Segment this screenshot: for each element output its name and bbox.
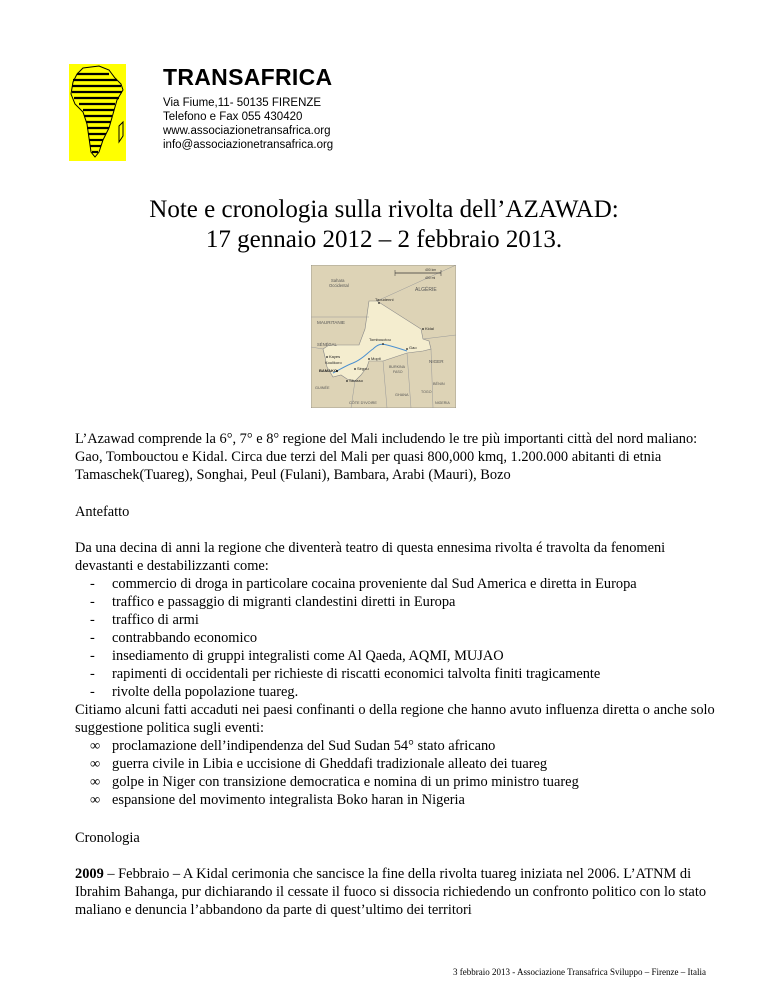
map-label-gao: Gao bbox=[409, 345, 417, 350]
map-label-kidal: Kidal bbox=[425, 326, 434, 331]
antefatto-heading: Antefatto bbox=[75, 504, 130, 520]
antefatto-text: Da una decina di anni la regione che diventerà teatro di questa ennesima rivolta é travolta da fenomeni devastanti e destabilizzanti come: bbox=[75, 540, 666, 574]
list-item: ∞ proclamazione dell’indipendenza del Sud Sudan 54° stato africano bbox=[90, 738, 496, 754]
infinity-bullet-icon: ∞ bbox=[90, 774, 101, 790]
contesto-list bbox=[90, 737, 730, 809]
page-footer: 3 febbraio 2013 - Associazione Transafrica Sviluppo – Firenze – Italia bbox=[453, 967, 706, 977]
infinity-bullet-icon: ∞ bbox=[90, 792, 101, 808]
scale-mi-label: 400 mi bbox=[425, 276, 436, 280]
list-item: - rapimenti di occidentali per richieste di riscatti economici talvolta finiti tragicamente bbox=[90, 666, 601, 682]
map-label-occidental: Occidental bbox=[329, 283, 349, 288]
list-item: ∞ guerra civile in Libia e uccisione di Gheddafi tradizionale alleato dei tuareg bbox=[90, 756, 548, 772]
list-item: - commercio di droga in particolare cocaina proveniente dal Sud America e diretta in Europa bbox=[90, 576, 637, 592]
map-label-sahara: Sahara bbox=[331, 278, 345, 283]
infinity-bullet-icon: ∞ bbox=[90, 756, 101, 772]
list-item: ∞ espansione del movimento integralista Boko haran in Nigeria bbox=[90, 792, 465, 808]
map-label-mauritanie: MAURITANIE bbox=[317, 320, 345, 325]
intro-paragraph: L’Azawad comprende la 6°, 7° e 8° regione del Mali includendo le tre più importanti città del nord maliano: Gao, Tombouctou e Kidal. Circa due terzi del Mali per quasi 800,000 kmq, 1.200.000 abitanti di etnia Tamaschek(Tuareg), Songhai, Peul (Fulani), Bambara, Arabi (Mauri), Bozo bbox=[75, 431, 698, 483]
map-label-tombouctou: Tombouctou bbox=[369, 337, 391, 342]
map-label-taoudenni: Taoudenni bbox=[375, 297, 394, 302]
list-item: - traffico di armi bbox=[90, 612, 199, 628]
org-address: Via Fiume,11- 50135 FIRENZE bbox=[163, 97, 322, 109]
map-label-sikasso: Sikasso bbox=[349, 378, 364, 383]
cronologia-entry bbox=[75, 865, 715, 919]
contesto-text: Citiamo alcuni fatti accaduti nei paesi confinanti o della regione che hanno avuto influenza diretta o anche solo suggestione politica sugli eventi: bbox=[75, 702, 715, 736]
map-label-segou: Ségou bbox=[357, 366, 369, 371]
cronologia-text: – Febbraio – A Kidal cerimonia che sancisce la fine della rivolta tuareg iniziata nel 2006. L’ATNM di Ibrahim Bahanga, pur dichiarando il cessate il fuoco si dissocia richiedendo un confronto politico con lo stato maliano e denuncia l’abbandono da parte di quest’ultimo dei territori bbox=[75, 866, 707, 918]
scale-km-label: 400 km bbox=[425, 268, 437, 272]
map-label-ghana: GHANA bbox=[395, 393, 409, 397]
list-item: - traffico e passaggio di migranti clandestini diretti in Europa bbox=[90, 594, 456, 610]
map-label-guinee: GUINÉE bbox=[315, 386, 330, 390]
list-item: ∞ golpe in Niger con transizione democratica e nomina di un primo ministro tuareg bbox=[90, 774, 579, 790]
map-label-kayes: Kayes bbox=[329, 354, 341, 359]
map-label-benin: BÉNIN bbox=[433, 382, 445, 386]
list-item: - rivolte della popolazione tuareg. bbox=[90, 684, 299, 700]
map-label-faso: FASO bbox=[393, 370, 403, 374]
document-title-line2: 17 gennaio 2012 – 2 febbraio 2013. bbox=[205, 226, 563, 253]
document-title-line1: Note e cronologia sulla rivolta dell’AZAWAD: bbox=[149, 196, 619, 223]
transafrica-logo bbox=[69, 64, 126, 161]
map-label-bamako: BAMAKO bbox=[319, 368, 337, 373]
map-label-koulikoro: Koulikoro bbox=[325, 360, 342, 365]
org-website[interactable]: www.associazionetransafrica.org bbox=[163, 125, 331, 137]
map-label-togo: TOGO bbox=[421, 390, 432, 394]
infinity-bullet-icon: ∞ bbox=[90, 738, 101, 754]
cronologia-heading: Cronologia bbox=[75, 830, 140, 846]
org-phone: Telefono e Fax 055 430420 bbox=[163, 111, 303, 123]
map-label-senegal: SÉNÉGAL bbox=[317, 342, 337, 347]
map-label-mopti: Mopti bbox=[371, 356, 381, 361]
map-label-nigeria: NIGERIA bbox=[435, 401, 450, 405]
list-item: - contrabbando economico bbox=[90, 630, 258, 646]
cronologia-year: 2009 bbox=[75, 866, 104, 882]
map-label-algerie: ALGÉRIE bbox=[415, 287, 437, 293]
mali-map bbox=[311, 265, 456, 408]
africa-logo-icon bbox=[69, 64, 126, 161]
list-item: - insediamento di gruppi integralisti come Al Qaeda, AQMI, MUJAO bbox=[90, 648, 504, 664]
map-label-burkina: BURKINA bbox=[389, 365, 405, 369]
org-email[interactable]: info@associazionetransafrica.org bbox=[163, 139, 334, 151]
map-label-cote: CÔTE D'IVOIRE bbox=[349, 401, 377, 405]
antefatto-list bbox=[90, 575, 730, 701]
org-name: TRANSAFRICA bbox=[163, 64, 333, 90]
map-label-niger: NIGER bbox=[429, 359, 444, 364]
